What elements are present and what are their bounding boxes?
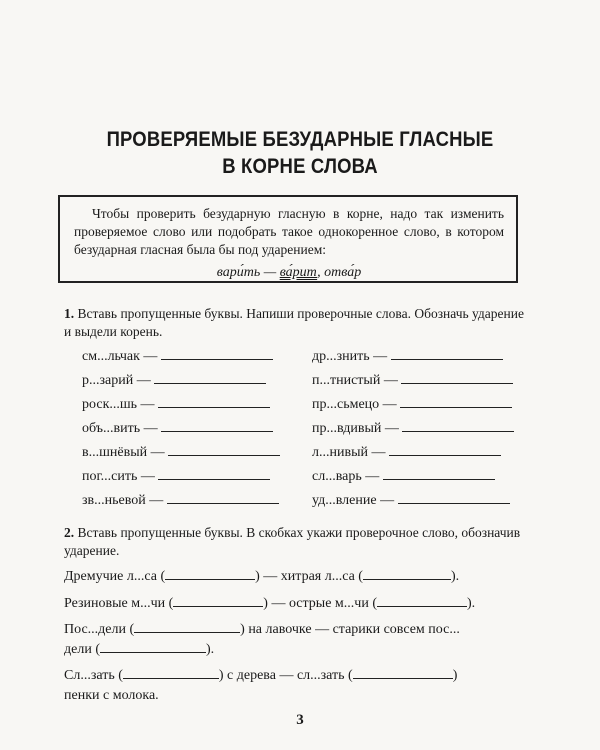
word-label: зв...ньевой —	[82, 493, 164, 508]
task-2-sentence	[64, 620, 460, 638]
task-1-left-item[interactable]	[82, 347, 273, 365]
word-label: пог...сить —	[82, 469, 155, 484]
sentence-part: Сл...зать (	[64, 668, 123, 683]
task-1-right-item[interactable]	[312, 467, 495, 485]
word-label: пр...сьмецо —	[312, 397, 397, 412]
task-1-right-item[interactable]	[312, 419, 514, 437]
example-word-1: вари́ть	[216, 265, 261, 280]
title-line-2: В КОРНЕ СЛОВА	[222, 155, 378, 178]
sentence-part: Пос...дели (	[64, 622, 135, 637]
sentence-part: Дремучие л...са (	[64, 569, 166, 584]
answer-blank[interactable]	[402, 419, 514, 432]
word-label: в...шнёвый —	[82, 445, 165, 460]
word-label: роск...шь —	[82, 397, 155, 412]
answer-blank[interactable]	[173, 594, 263, 607]
answer-blank[interactable]	[158, 467, 270, 480]
rule-box	[58, 195, 518, 283]
answer-blank[interactable]	[154, 371, 266, 384]
answer-blank[interactable]	[123, 666, 219, 679]
task-1-number: 1.	[64, 306, 75, 321]
task-1-right-item[interactable]	[312, 347, 503, 365]
task-1-left-item[interactable]	[82, 395, 270, 413]
example-dash: —	[260, 265, 280, 280]
answer-blank[interactable]	[401, 371, 513, 384]
page-title	[36, 126, 564, 180]
sentence-part: ) с дерева — сл...зать (	[218, 668, 353, 683]
task-1-instructions	[64, 305, 534, 341]
task-1-right-item[interactable]	[312, 371, 513, 389]
sentence-part: ) — хитрая л...са (	[255, 569, 363, 584]
answer-blank[interactable]	[400, 395, 512, 408]
task-2-sentence	[64, 567, 459, 585]
rule-example	[74, 264, 504, 282]
task-2-sentence	[64, 666, 457, 684]
task-1-left-item[interactable]	[82, 371, 266, 389]
word-label: л...нивый —	[312, 445, 386, 460]
task-2-number: 2.	[64, 525, 75, 540]
word-label: р...зарий —	[82, 373, 151, 388]
title-line-1: ПРОВЕРЯЕМЫЕ БЕЗУДАРНЫЕ ГЛАСНЫЕ	[106, 128, 494, 151]
sentence-part: ).	[450, 569, 460, 584]
answer-blank[interactable]	[377, 594, 467, 607]
word-label: уд...вление —	[312, 493, 395, 508]
word-label: п...тнистый —	[312, 373, 398, 388]
example-word-2: ва́рит	[279, 265, 318, 280]
sentence-part: Резиновые м...чи (	[64, 596, 174, 611]
sentence-part: ).	[205, 642, 215, 657]
answer-blank[interactable]	[161, 419, 273, 432]
task-1-text: Вставь пропущенные буквы. Напиши проверочные слова. Обозначь ударение и выдели корень.	[64, 306, 524, 339]
word-label: объ...вить —	[82, 421, 158, 436]
answer-blank[interactable]	[389, 443, 501, 456]
answer-blank[interactable]	[391, 347, 503, 360]
answer-blank[interactable]	[398, 491, 510, 504]
word-label: сл...варь —	[312, 469, 380, 484]
sentence-part: ).	[467, 596, 476, 611]
task-1-left-item[interactable]	[82, 467, 270, 485]
answer-blank[interactable]	[134, 620, 240, 633]
task-1-right-item[interactable]	[312, 443, 501, 461]
sentence-part: дели (	[64, 642, 100, 657]
task-2-text: Вставь пропущенные буквы. В скобках укажи проверочное слово, обозначив ударение.	[64, 525, 521, 558]
answer-blank[interactable]	[167, 491, 279, 504]
task-2-sentence	[64, 688, 159, 704]
page-number: 3	[296, 712, 304, 728]
answer-blank[interactable]	[165, 567, 255, 580]
task-2-sentence	[64, 594, 475, 612]
task-2-sentence	[64, 640, 214, 658]
task-2-instructions	[64, 524, 534, 560]
answer-blank[interactable]	[363, 567, 451, 580]
answer-blank[interactable]	[100, 640, 206, 653]
word-label: др...знить —	[312, 349, 388, 364]
word-label: пр...вдивый —	[312, 421, 399, 436]
task-1-left-item[interactable]	[82, 491, 279, 509]
answer-blank[interactable]	[158, 395, 270, 408]
sentence-part: )	[452, 668, 458, 683]
sentence-part: ) на лавочке — старики совсем пос...	[240, 622, 460, 637]
answer-blank[interactable]	[168, 443, 280, 456]
task-1-right-item[interactable]	[312, 395, 512, 413]
task-1-right-item[interactable]	[312, 491, 510, 509]
example-word-3: , отва́р	[317, 265, 362, 280]
word-label: см...льчак —	[82, 349, 158, 364]
task-1-left-item[interactable]	[82, 443, 280, 461]
answer-blank[interactable]	[383, 467, 495, 480]
answer-blank[interactable]	[353, 666, 453, 679]
sentence-part: пенки с молока.	[64, 688, 159, 703]
answer-blank[interactable]	[161, 347, 273, 360]
task-1-left-item[interactable]	[82, 419, 273, 437]
rule-text: Чтобы проверить безударную гласную в корне, надо так изменить проверяемое слово или подобрать такое однокоренное слово, в котором безударная гласная была бы под ударением:	[74, 206, 504, 257]
sentence-part: ) — острые м...чи (	[263, 596, 377, 611]
bleed-through-text	[60, 48, 530, 96]
